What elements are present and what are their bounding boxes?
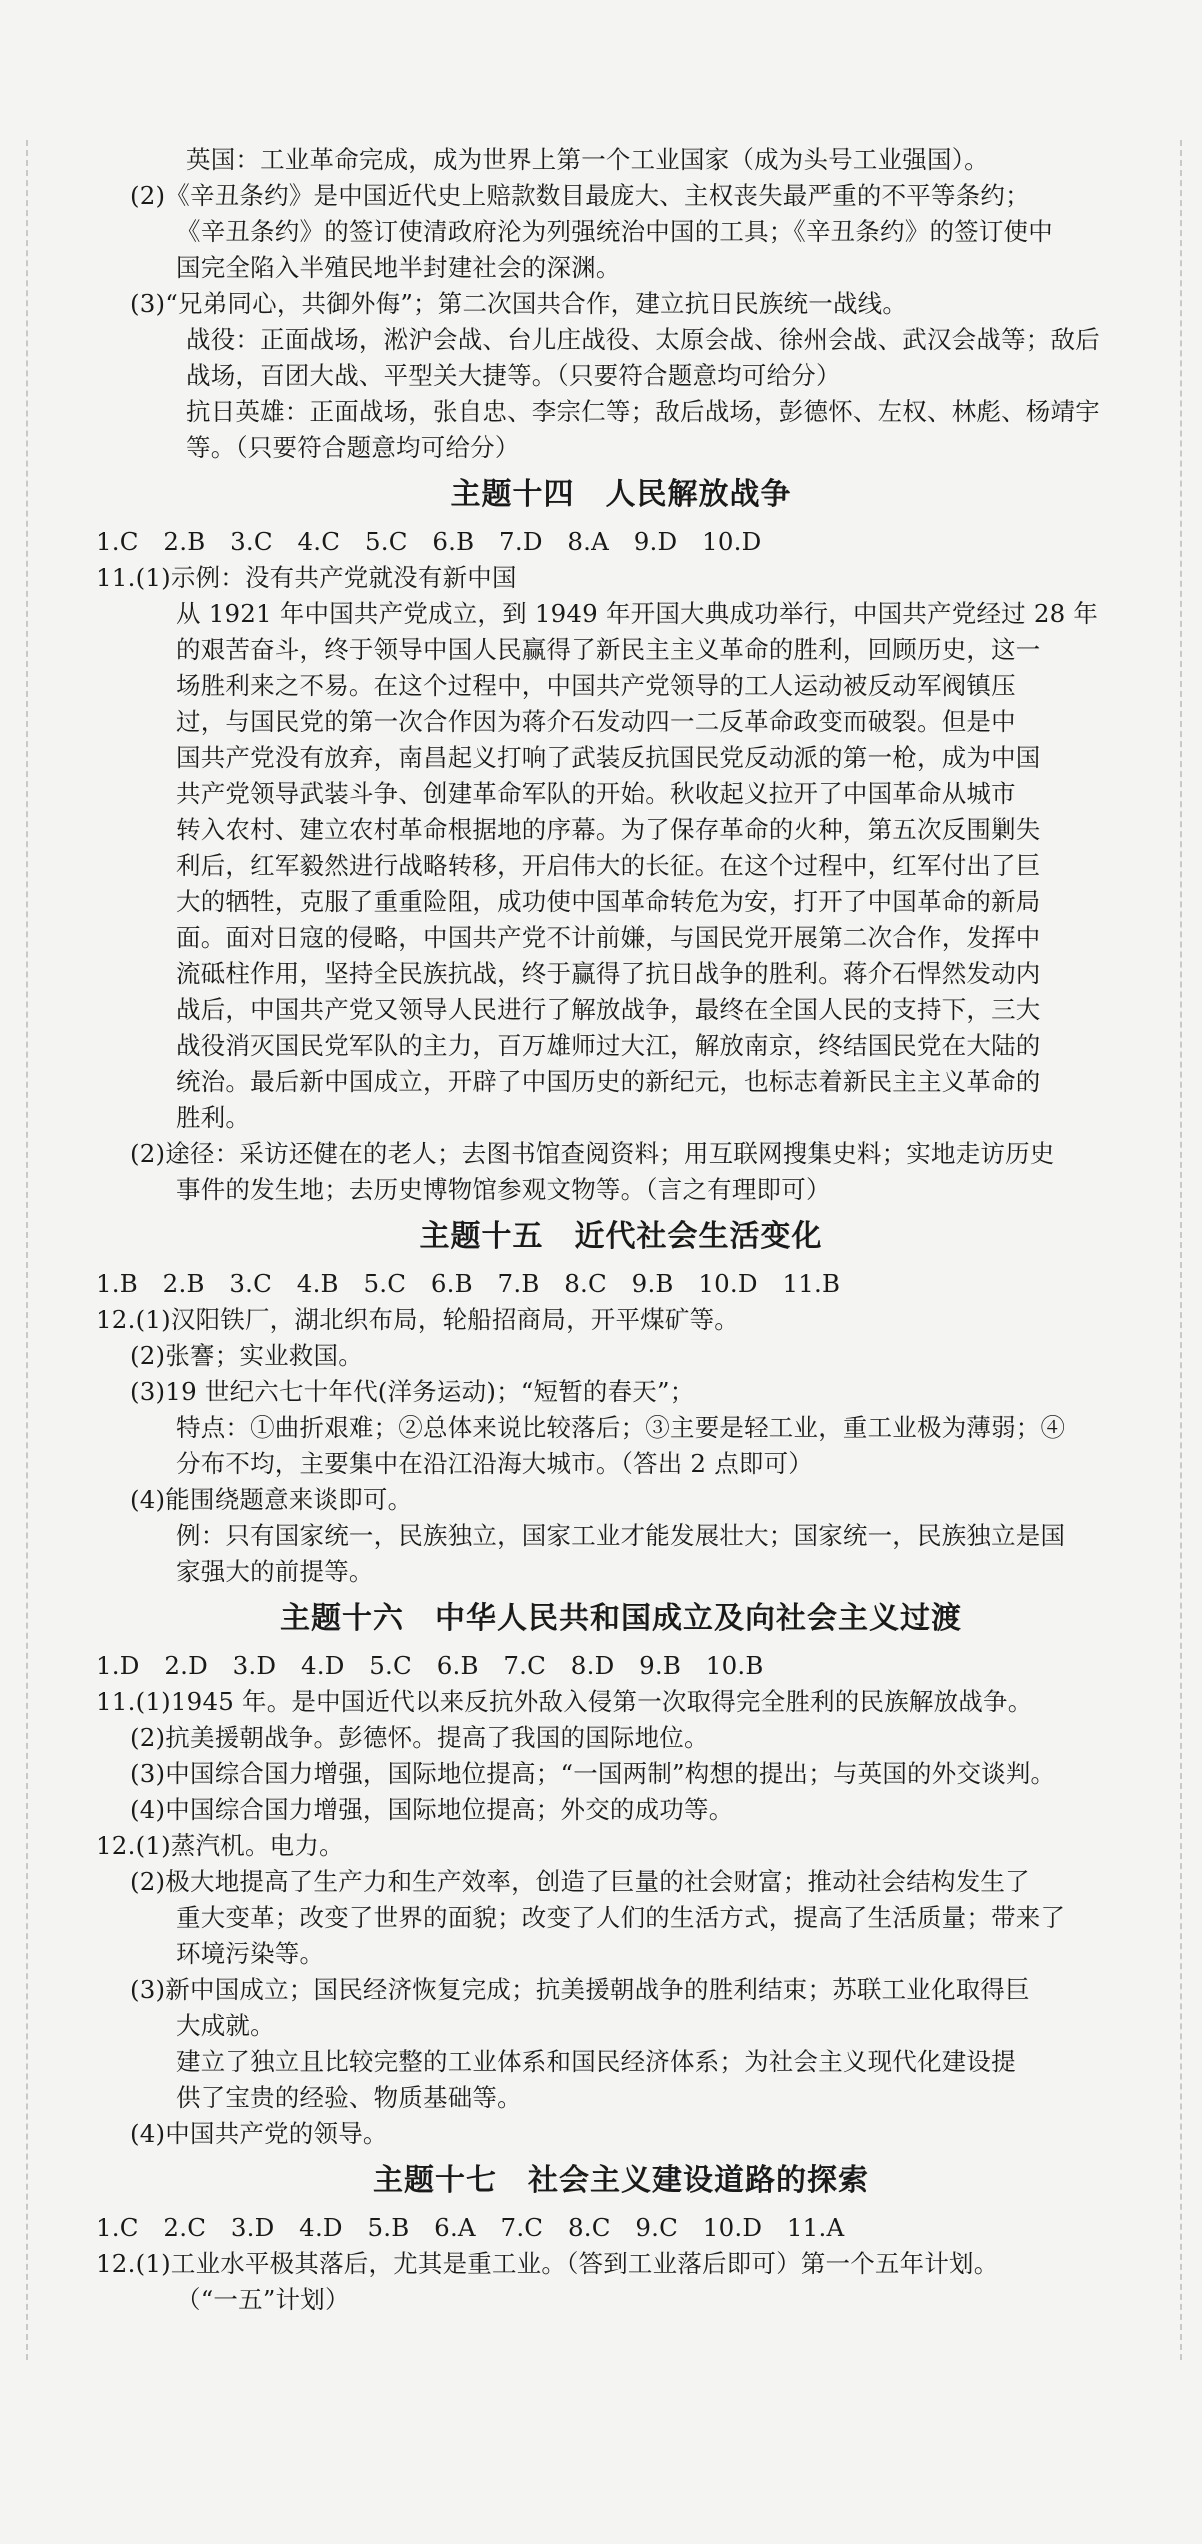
answer-line: 1.D 2.D 3.D 4.D 5.C 6.B 7.C 8.D 9.B 10.B xyxy=(96,1651,764,1680)
left-binding-rule xyxy=(26,140,28,2360)
answer-line: 建立了独立且比较完整的工业体系和国民经济体系；为社会主义现代化建设提 xyxy=(176,2047,1016,2076)
answer-line: 特点：①曲折艰难；②总体来说比较落后；③主要是轻工业，重工业极为薄弱；④ xyxy=(176,1413,1066,1442)
answer-line: 转入农村、建立农村革命根据地的序幕。为了保存革命的火种，第五次反围剿失 xyxy=(176,815,1041,844)
answer-line: 1.B 2.B 3.C 4.B 5.C 6.B 7.B 8.C 9.B 10.D 11.B xyxy=(96,1269,841,1298)
answer-line: 11.(1)1945 年。是中国近代以来反抗外敌入侵第一次取得完全胜利的民族解放战争。 xyxy=(96,1687,1033,1716)
answer-content xyxy=(96,142,1146,2318)
answer-line: (3)新中国成立；国民经济恢复完成；抗美援朝战争的胜利结束；苏联工业化取得巨 xyxy=(130,1975,1030,2004)
answer-line: 统治。最后新中国成立，开辟了中国历史的新纪元，也标志着新民主主义革命的 xyxy=(176,1067,1041,1096)
answer-line: 抗日英雄：正面战场，张自忠、李宗仁等；敌后战场，彭德怀、左权、林彪、杨靖宇 xyxy=(186,397,1100,426)
answer-line: (4)中国共产党的领导。 xyxy=(130,2119,388,2148)
section-heading: 主题十七 社会主义建设道路的探索 xyxy=(373,2163,869,2198)
answer-line: 战场，百团大战、平型关大捷等。（只要符合题意均可给分） xyxy=(186,361,841,390)
answer-line: 等。（只要符合题意均可给分） xyxy=(186,433,520,462)
answer-line: 从 1921 年中国共产党成立，到 1949 年开国大典成功举行，中国共产党经过 28 年 xyxy=(176,599,1099,628)
answer-line: 国共产党没有放弃，南昌起义打响了武装反抗国民党反动派的第一枪，成为中国 xyxy=(176,743,1041,772)
answer-line: 供了宝贵的经验、物质基础等。 xyxy=(176,2083,522,2112)
answer-line: (2)极大地提高了生产力和生产效率，创造了巨量的社会财富；推动社会结构发生了 xyxy=(130,1867,1030,1896)
answer-line: 流砥柱作用，坚持全民族抗战，终于赢得了抗日战争的胜利。蒋介石悍然发动内 xyxy=(176,959,1041,988)
answer-line: 大成就。 xyxy=(176,2011,275,2040)
answer-line: 战役消灭国民党军队的主力，百万雄师过大江，解放南京，终结国民党在大陆的 xyxy=(176,1031,1041,1060)
answer-line: (3)19 世纪六七十年代(洋务运动)；“短暂的春天”； xyxy=(130,1377,695,1406)
answer-line: 12.(1)蒸汽机。电力。 xyxy=(96,1831,344,1860)
answer-line: 大的牺牲，克服了重重险阻，成功使中国革命转危为安，打开了中国革命的新局 xyxy=(176,887,1041,916)
answer-line: (2)《辛丑条约》是中国近代史上赔款数目最庞大、主权丧失最严重的不平等条约； xyxy=(130,181,1030,210)
answer-line: 重大变革；改变了世界的面貌；改变了人们的生活方式，提高了生活质量；带来了 xyxy=(176,1903,1066,1932)
answer-line: 环境污染等。 xyxy=(176,1939,325,1968)
answer-line: 的艰苦奋斗，终于领导中国人民赢得了新民主主义革命的胜利，回顾历史，这一 xyxy=(176,635,1041,664)
answer-line: 场胜利来之不易。在这个过程中，中国共产党领导的工人运动被反动军阀镇压 xyxy=(176,671,1016,700)
answer-line: 《辛丑条约》的签订使清政府沦为列强统治中国的工具；《辛丑条约》的签订使中 xyxy=(176,217,1053,246)
answer-line: 12.(1)工业水平极其落后，尤其是重工业。（答到工业落后即可）第一个五年计划。 xyxy=(96,2249,999,2278)
answer-line: (2)张謇；实业救国。 xyxy=(130,1341,363,1370)
answer-line: 战役：正面战场，淞沪会战、台儿庄战役、太原会战、徐州会战、武汉会战等；敌后 xyxy=(186,325,1100,354)
answer-line: 战后，中国共产党又领导人民进行了解放战争，最终在全国人民的支持下，三大 xyxy=(176,995,1041,1024)
section-heading: 主题十六 中华人民共和国成立及向社会主义过渡 xyxy=(280,1601,962,1636)
answer-line: 国完全陷入半殖民地半封建社会的深渊。 xyxy=(176,253,621,282)
section-heading: 主题十四 人民解放战争 xyxy=(450,477,792,512)
answer-line: (3)“兄弟同心，共御外侮”；第二次国共合作，建立抗日民族统一战线。 xyxy=(130,289,908,318)
answer-line: (4)中国综合国力增强，国际地位提高；外交的成功等。 xyxy=(130,1795,734,1824)
answer-line: 面。面对日寇的侵略，中国共产党不计前嫌，与国民党开展第二次合作，发挥中 xyxy=(176,923,1041,952)
section-heading: 主题十五 近代社会生活变化 xyxy=(419,1219,823,1254)
answer-line: （“一五”计划） xyxy=(176,2285,350,2314)
right-binding-rule xyxy=(1180,140,1182,2360)
answer-line: (4)能围绕题意来谈即可。 xyxy=(130,1485,413,1514)
answer-line: 共产党领导武装斗争、创建革命军队的开始。秋收起义拉开了中国革命从城市 xyxy=(176,779,1016,808)
answer-line: 英国：工业革命完成，成为世界上第一个工业国家（成为头号工业强国）。 xyxy=(186,145,989,174)
answer-line: 过，与国民党的第一次合作因为蒋介石发动四一二反革命政变而破裂。但是中 xyxy=(176,707,1016,736)
answer-line: 分布不均，主要集中在沿江沿海大城市。（答出 2 点即可） xyxy=(176,1449,814,1478)
answer-line: 11.(1)示例：没有共产党就没有新中国 xyxy=(96,563,517,592)
answer-line: (2)抗美援朝战争。彭德怀。提高了我国的国际地位。 xyxy=(130,1723,709,1752)
answer-line: 12.(1)汉阳铁厂，湖北织布局，轮船招商局，开平煤矿等。 xyxy=(96,1305,739,1334)
answer-line: 例：只有国家统一，民族独立，国家工业才能发展壮大；国家统一，民族独立是国 xyxy=(176,1521,1066,1550)
answer-line: 利后，红军毅然进行战略转移，开启伟大的长征。在这个过程中，红军付出了巨 xyxy=(176,851,1041,880)
answer-line: 家强大的前提等。 xyxy=(176,1557,374,1586)
answer-line: 1.C 2.B 3.C 4.C 5.C 6.B 7.D 8.A 9.D 10.D xyxy=(96,527,762,556)
answer-line: 事件的发生地；去历史博物馆参观文物等。（言之有理即可） xyxy=(176,1175,831,1204)
answer-line: 胜利。 xyxy=(176,1103,251,1132)
answer-line: 1.C 2.C 3.D 4.D 5.B 6.A 7.C 8.C 9.C 10.D 11.A xyxy=(96,2213,845,2242)
answer-line: (2)途径：采访还健在的老人；去图书馆查阅资料；用互联网搜集史料；实地走访历史 xyxy=(130,1139,1055,1168)
answer-line: (3)中国综合国力增强，国际地位提高；“一国两制”构想的提出；与英国的外交谈判。 xyxy=(130,1759,1056,1788)
